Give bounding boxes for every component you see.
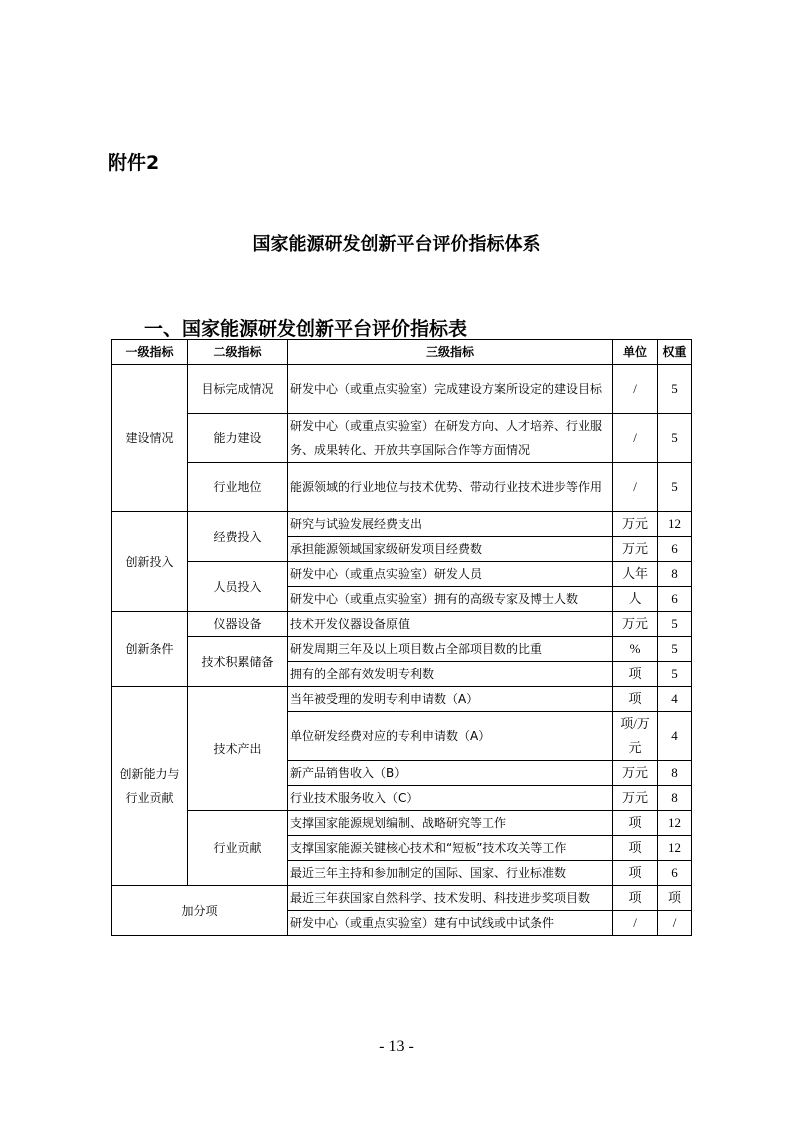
table-row bbox=[112, 463, 692, 512]
indicator-cell: 支撑国家能源规划编制、战略研究等工作 bbox=[288, 811, 613, 836]
table-row bbox=[112, 687, 692, 712]
unit-cell: / bbox=[613, 911, 658, 936]
weight-cell: 12 bbox=[658, 836, 692, 861]
subgroup-cell: 技术产出 bbox=[188, 687, 288, 811]
unit-cell: 项 bbox=[613, 861, 658, 886]
subgroup-cell: 能力建设 bbox=[188, 414, 288, 463]
unit-cell: 万元 bbox=[613, 761, 658, 786]
weight-cell: 8 bbox=[658, 761, 692, 786]
document-title: 国家能源研发创新平台评价指标体系 bbox=[252, 234, 541, 255]
table-row bbox=[112, 811, 692, 836]
indicator-cell: 最近三年主持和参加制定的国际、国家、行业标准数 bbox=[288, 861, 613, 886]
table-header-row bbox=[112, 340, 692, 365]
table-row bbox=[112, 637, 692, 662]
weight-cell: 8 bbox=[658, 562, 692, 587]
indicator-cell: 研发中心（或重点实验室）研发人员 bbox=[288, 562, 613, 587]
indicator-cell: 研发中心（或重点实验室）建有中试线或中试条件 bbox=[288, 911, 613, 936]
table-row bbox=[112, 414, 692, 463]
weight-cell: 12 bbox=[658, 512, 692, 537]
indicator-cell: 单位研发经费对应的专利申请数（A） bbox=[288, 712, 613, 761]
section-title: 一、国家能源研发创新平台评价指标表 bbox=[144, 318, 468, 340]
unit-cell: 万元 bbox=[613, 537, 658, 562]
header-weight: 权重 bbox=[658, 340, 692, 365]
weight-cell: 5 bbox=[658, 637, 692, 662]
unit-cell: 项 bbox=[613, 836, 658, 861]
unit-cell: / bbox=[613, 414, 658, 463]
subgroup-cell: 行业地位 bbox=[188, 463, 288, 512]
indicator-cell: 最近三年获国家自然科学、技术发明、科技进步奖项目数 bbox=[288, 886, 613, 911]
weight-cell: 6 bbox=[658, 537, 692, 562]
unit-cell: / bbox=[613, 365, 658, 414]
indicator-cell: 新产品销售收入（B） bbox=[288, 761, 613, 786]
indicator-cell: 技术开发仪器设备原值 bbox=[288, 612, 613, 637]
weight-cell: 5 bbox=[658, 463, 692, 512]
unit-cell: 万元 bbox=[613, 612, 658, 637]
group-cell: 创新能力与行业贡献 bbox=[112, 687, 188, 886]
table-row bbox=[112, 612, 692, 637]
unit-cell: 人年 bbox=[613, 562, 658, 587]
indicator-cell: 拥有的全部有效发明专利数 bbox=[288, 662, 613, 687]
indicator-cell: 能源领域的行业地位与技术优势、带动行业技术进步等作用 bbox=[288, 463, 613, 512]
weight-cell: 5 bbox=[658, 612, 692, 637]
unit-cell: 万元 bbox=[613, 786, 658, 811]
indicator-cell: 当年被受理的发明专利申请数（A） bbox=[288, 687, 613, 712]
group-cell: 建设情况 bbox=[112, 365, 188, 512]
weight-cell: 项 bbox=[658, 886, 692, 911]
weight-cell: 5 bbox=[658, 414, 692, 463]
subgroup-cell: 行业贡献 bbox=[188, 811, 288, 886]
header-unit: 单位 bbox=[613, 340, 658, 365]
subgroup-cell: 仪器设备 bbox=[188, 612, 288, 637]
indicator-cell: 行业技术服务收入（C） bbox=[288, 786, 613, 811]
table-row bbox=[112, 512, 692, 537]
weight-cell: 5 bbox=[658, 365, 692, 414]
unit-cell: 项 bbox=[613, 886, 658, 911]
unit-cell: 万元 bbox=[613, 512, 658, 537]
attachment-label: 附件2 bbox=[108, 152, 160, 174]
group-cell: 创新条件 bbox=[112, 612, 188, 687]
weight-cell: 5 bbox=[658, 662, 692, 687]
table-row bbox=[112, 365, 692, 414]
unit-cell: 人 bbox=[613, 587, 658, 612]
group-cell: 加分项 bbox=[112, 886, 288, 936]
indicator-cell: 研发周期三年及以上项目数占全部项目数的比重 bbox=[288, 637, 613, 662]
weight-cell: 8 bbox=[658, 786, 692, 811]
subgroup-cell: 经费投入 bbox=[188, 512, 288, 562]
weight-cell: 4 bbox=[658, 712, 692, 761]
evaluation-index-table bbox=[111, 339, 692, 936]
indicator-cell: 支撑国家能源关键核心技术和“短板”技术攻关等工作 bbox=[288, 836, 613, 861]
unit-cell: / bbox=[613, 463, 658, 512]
table-row bbox=[112, 562, 692, 587]
weight-cell: 12 bbox=[658, 811, 692, 836]
subgroup-cell: 人员投入 bbox=[188, 562, 288, 612]
unit-cell: 项 bbox=[613, 662, 658, 687]
header-level2: 二级指标 bbox=[188, 340, 288, 365]
unit-cell: 项/万元 bbox=[613, 712, 658, 761]
table-row bbox=[112, 886, 692, 911]
weight-cell: / bbox=[658, 911, 692, 936]
subgroup-cell: 技术积累储备 bbox=[188, 637, 288, 687]
subgroup-cell: 目标完成情况 bbox=[188, 365, 288, 414]
weight-cell: 6 bbox=[658, 587, 692, 612]
indicator-cell: 研发中心（或重点实验室）拥有的高级专家及博士人数 bbox=[288, 587, 613, 612]
header-level1: 一级指标 bbox=[112, 340, 188, 365]
indicator-cell: 研究与试验发展经费支出 bbox=[288, 512, 613, 537]
weight-cell: 4 bbox=[658, 687, 692, 712]
unit-cell: % bbox=[613, 637, 658, 662]
header-level3: 三级指标 bbox=[288, 340, 613, 365]
page-number: - 13 - bbox=[379, 1038, 414, 1055]
group-cell: 创新投入 bbox=[112, 512, 188, 612]
indicator-cell: 承担能源领域国家级研发项目经费数 bbox=[288, 537, 613, 562]
indicator-cell: 研发中心（或重点实验室）完成建设方案所设定的建设目标 bbox=[288, 365, 613, 414]
weight-cell: 6 bbox=[658, 861, 692, 886]
indicator-cell: 研发中心（或重点实验室）在研发方向、人才培养、行业服务、成果转化、开放共享国际合作等方面情况 bbox=[288, 414, 613, 463]
unit-cell: 项 bbox=[613, 687, 658, 712]
unit-cell: 项 bbox=[613, 811, 658, 836]
